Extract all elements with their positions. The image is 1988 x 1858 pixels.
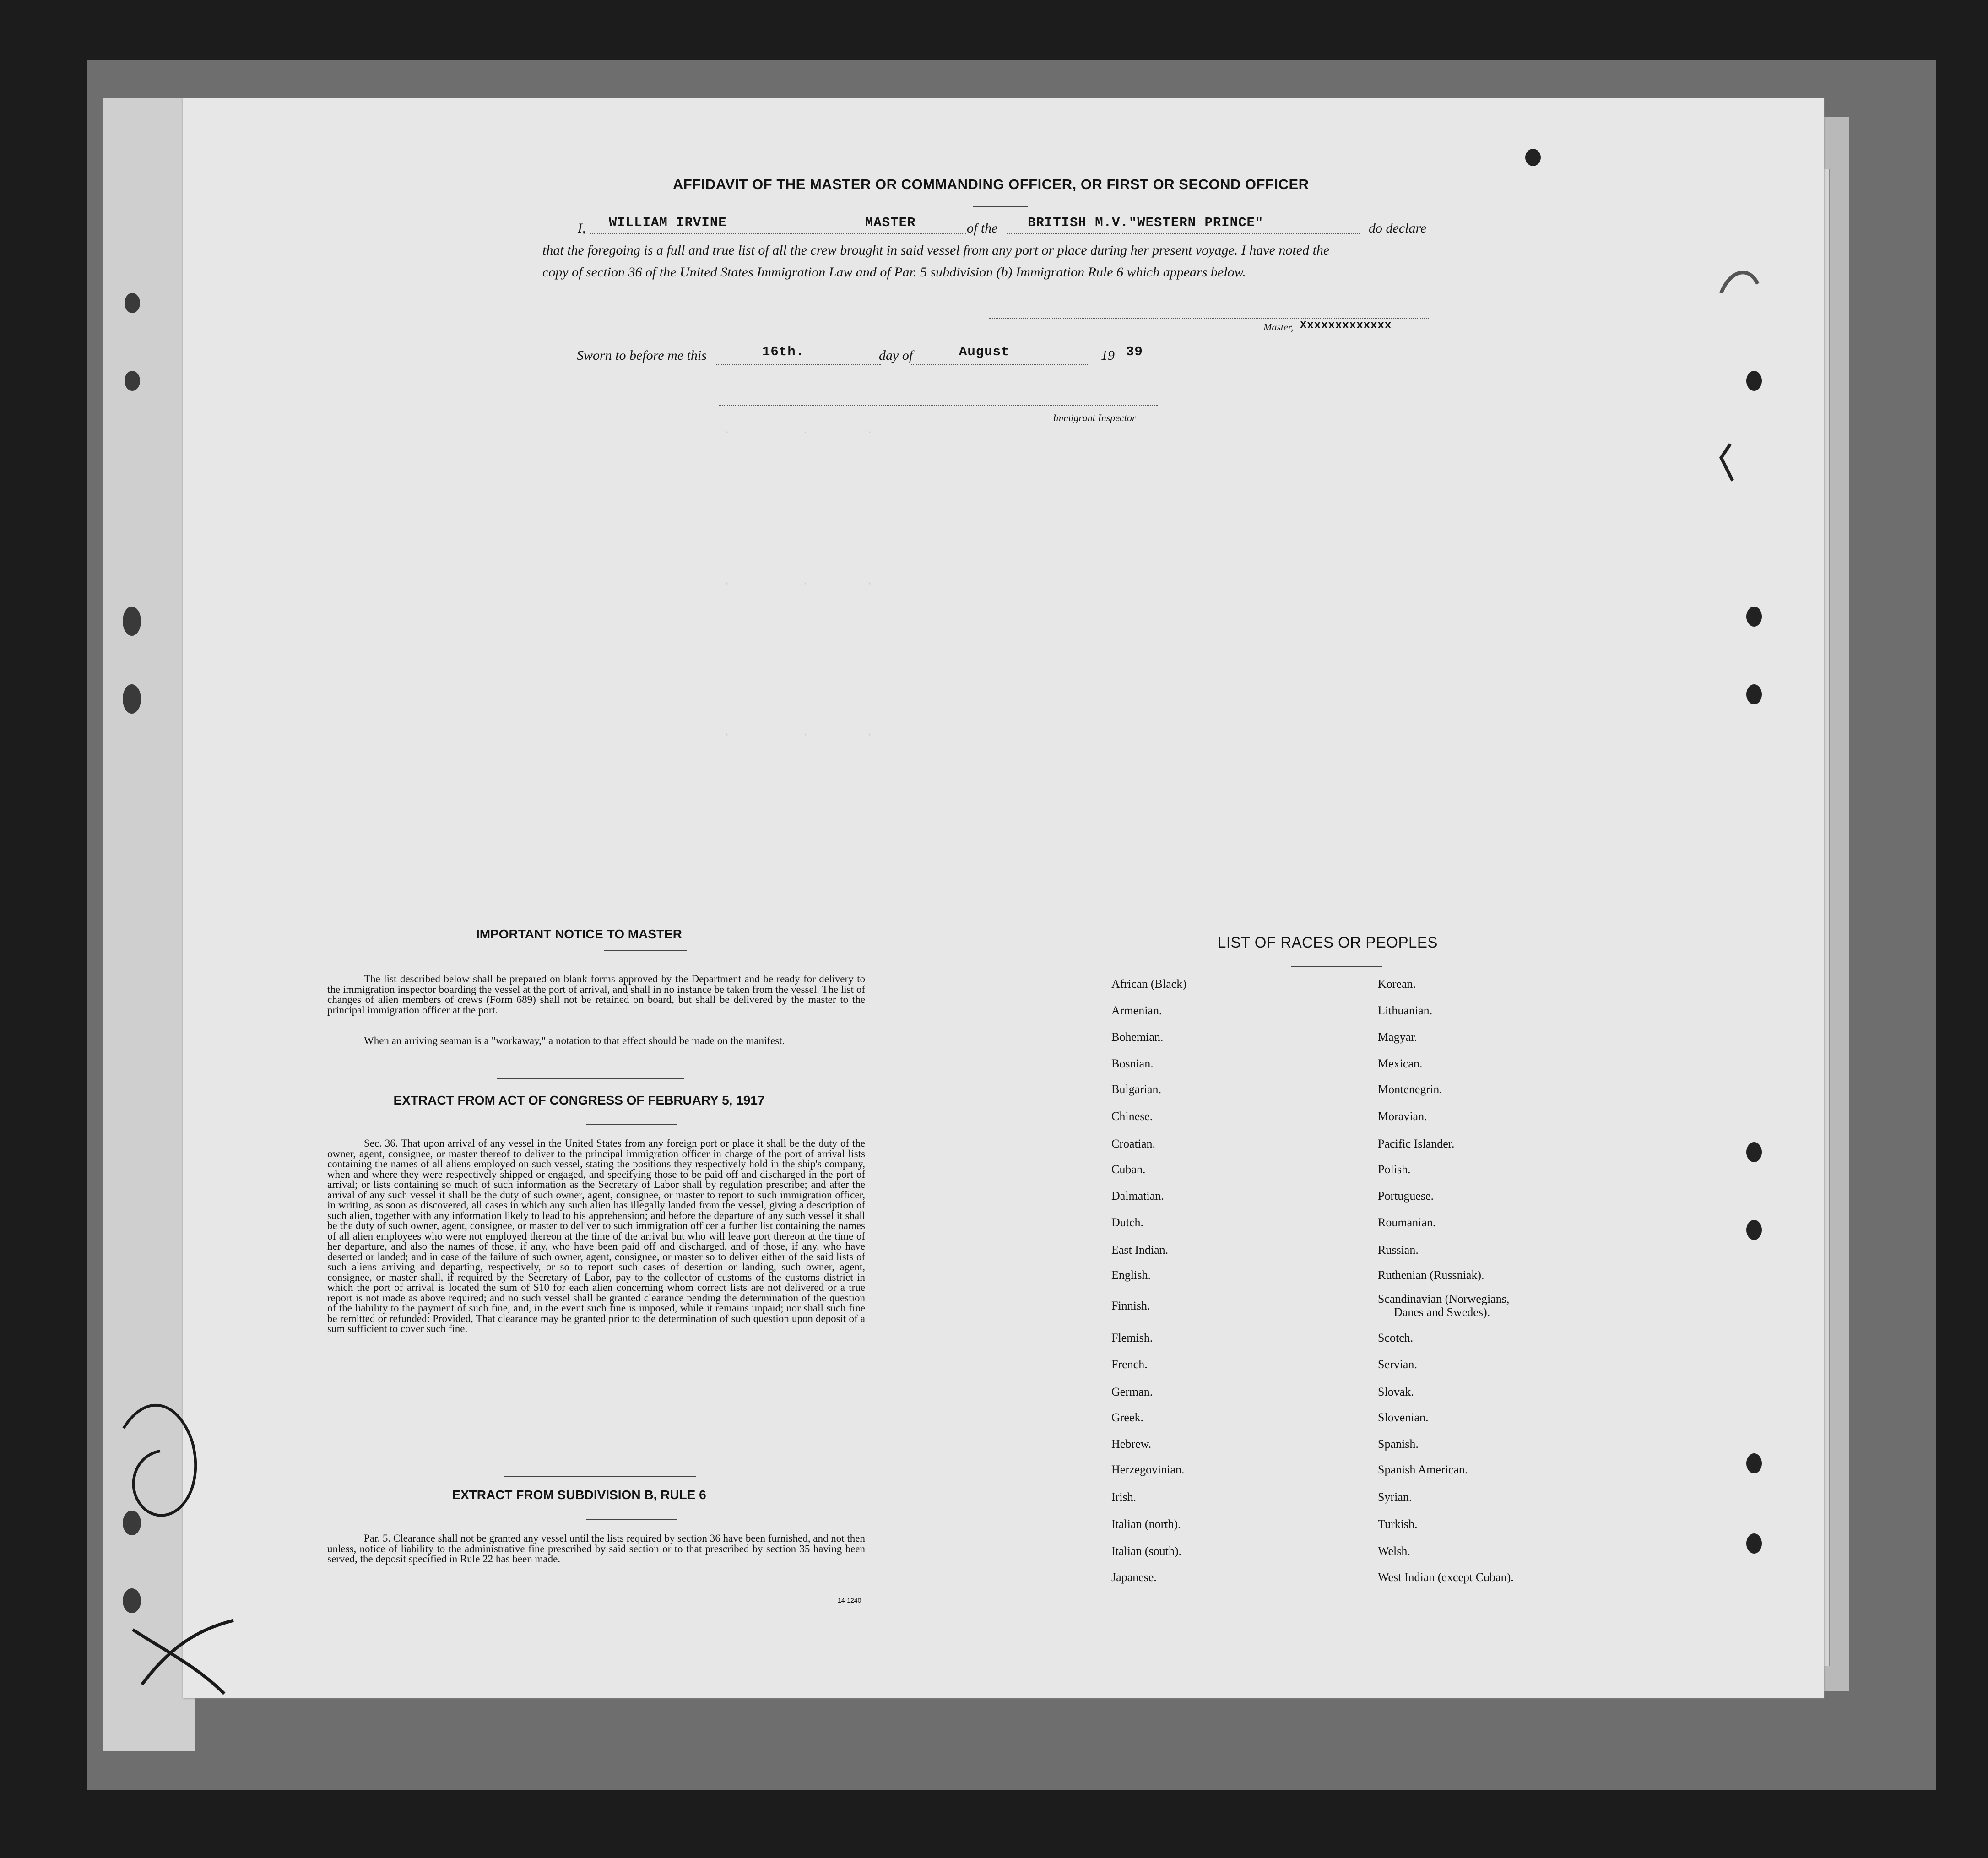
punch-hole — [1746, 1533, 1762, 1554]
master-signature-line — [989, 318, 1430, 319]
do-declare-label: do declare — [1369, 221, 1427, 236]
race-item: Slovenian. — [1378, 1411, 1429, 1424]
sworn-day: 16th. — [762, 344, 805, 359]
of-the-label: of the — [967, 221, 998, 236]
punch-hole — [1746, 1220, 1762, 1240]
race-item: Croatian. — [1111, 1137, 1156, 1150]
notice-paragraph-1: The list described below shall be prepared on blank forms approved by the Department and be ready for delivery to the immigration inspector boarding the vessel at the port of arrival, and shall in no instance be taken from the vessel. The list of changes of alien members of crews (Form 689) shall not be retained on board, but shall be delivered by the master to the principal immigration officer at the port. — [327, 973, 865, 1016]
race-item: Bohemian. — [1111, 1030, 1164, 1044]
pen-mark — [1712, 256, 1767, 311]
binder-hole — [125, 371, 140, 391]
master-signature-overstrike: Xxxxxxxxxxxxx — [1300, 320, 1392, 332]
sworn-month: August — [959, 344, 1010, 359]
ghost-mark: · · · — [723, 728, 873, 742]
vessel-underline — [1007, 233, 1360, 234]
master-signature-label: Master, — [1263, 321, 1294, 333]
race-item: Roumanian. — [1378, 1216, 1436, 1229]
section-divider — [504, 1476, 696, 1477]
race-item: Finnish. — [1111, 1299, 1150, 1312]
race-item: French. — [1111, 1358, 1148, 1371]
race-item: Magyar. — [1378, 1030, 1417, 1044]
name-underline — [590, 233, 966, 234]
race-item: Chinese. — [1111, 1110, 1153, 1123]
race-item: Scandinavian (Norwegians, — [1378, 1292, 1510, 1305]
notice-heading-rule — [604, 950, 687, 951]
rule-extract-heading: EXTRACT FROM SUBDIVISION B, RULE 6 — [452, 1488, 706, 1502]
race-item: Polish. — [1378, 1163, 1411, 1176]
race-item: Herzegovinian. — [1111, 1463, 1185, 1476]
heading-rule — [973, 206, 1028, 207]
race-item: Servian. — [1378, 1358, 1417, 1371]
race-item: Italian (south). — [1111, 1544, 1182, 1558]
master-rank: MASTER — [865, 215, 916, 230]
race-item: Slovak. — [1378, 1385, 1414, 1398]
punch-hole — [1746, 1453, 1762, 1473]
race-item: Armenian. — [1111, 1004, 1162, 1017]
race-item: Dalmatian. — [1111, 1189, 1164, 1203]
sworn-month-underline — [911, 364, 1089, 365]
race-item: English. — [1111, 1268, 1151, 1282]
race-item: Mexican. — [1378, 1057, 1423, 1070]
race-item: Spanish. — [1378, 1437, 1419, 1451]
punch-hole — [1746, 607, 1762, 627]
rule-heading-rule — [586, 1519, 677, 1520]
declaration-line-2: that the foregoing is a full and true list of all the crew brought in said vessel from any port or place during her present voyage. I have noted the — [542, 243, 1330, 258]
race-item: Greek. — [1111, 1411, 1144, 1424]
declaration-line-3: copy of section 36 of the United States Immigration Law and of Par. 5 subdivision (b) Immigration Rule 6 which appears below. — [542, 265, 1246, 280]
notice-heading: IMPORTANT NOTICE TO MASTER — [476, 927, 683, 941]
race-item: Spanish American. — [1378, 1463, 1468, 1476]
ghost-mark: · · · — [723, 577, 873, 590]
race-item: Korean. — [1378, 977, 1416, 991]
race-item: Syrian. — [1378, 1490, 1412, 1504]
section-divider — [497, 1078, 684, 1079]
race-item: Lithuanian. — [1378, 1004, 1433, 1017]
race-item: Russian. — [1378, 1243, 1419, 1257]
race-item: Dutch. — [1111, 1216, 1144, 1229]
year-suffix: 39 — [1126, 344, 1143, 359]
inspector-signature-line — [719, 405, 1158, 406]
act-extract-heading: EXTRACT FROM ACT OF CONGRESS OF FEBRUARY 5, 1917 — [393, 1093, 765, 1107]
race-item: Hebrew. — [1111, 1437, 1152, 1451]
race-item: Scotch. — [1378, 1331, 1414, 1344]
pen-mark — [1712, 439, 1739, 490]
punch-hole — [1746, 684, 1762, 704]
race-item: Pacific Islander. — [1378, 1137, 1455, 1150]
punch-hole — [1746, 371, 1762, 391]
race-item: Japanese. — [1111, 1571, 1157, 1584]
race-item: Turkish. — [1378, 1517, 1418, 1531]
races-heading: LIST OF RACES OR PEOPLES — [1218, 934, 1438, 951]
race-item: East Indian. — [1111, 1243, 1169, 1257]
race-item: Montenegrin. — [1378, 1083, 1442, 1096]
race-item: German. — [1111, 1385, 1153, 1398]
sworn-day-underline — [716, 364, 881, 365]
form-number: 14-1240 — [838, 1597, 861, 1604]
punch-hole — [1746, 1142, 1762, 1162]
notice-paragraph-2: When an arriving seaman is a "workaway," a notation to that effect should be made on the manifest. — [364, 1035, 785, 1046]
act-extract-text: Sec. 36. That upon arrival of any vessel in the United States from any foreign port or place it shall be the duty of the owner, agent, consignee, or master thereof to deliver to the principal immigration officer in charge of the port of arrival lists containing the names of all aliens employed on such vessel, stating the positions they respectively hold in the ship's company, when and where they were respectively shipped or engaged, and specifying those to be paid off and discharged in the port of arrival; or lists containing so much of such information as the Secretary of Labor shall by regulation prescribe; and after the arrival of any such vessel it shall be the duty of such owner, agent, consignee, or master to report to such immigration officer, in writing, as soon as discovered, all cases in which any such alien has illegally landed from the vessel, giving a description of such alien, together with any information likely to lead to his apprehension; and before the departure of any such vessel it shall be the duty of such owner, agent, consignee, or master to deliver to such immigration officer a further list containing the names of all alien employees who were not employed thereon at the time of the arrival but who will leave port thereon at the time of her departure, and also the names of those, if any, who have been paid off and discharged, and of those, if any, who have deserted or landed; and in case of the failure of such owner, agent, consignee, or master so to deliver either of the said lists of such aliens arriving and departing, respectively, or so to report such cases of desertion or landing, such owner, agent, consignee, or master shall, if required by the Secretary of Labor, pay to the collector of customs of the customs district in which the port of arrival is located the sum of $10 for each alien concerning whom correct lists are not delivered or a true report is not made as above required; and no such vessel shall be granted clearance pending the determination of the question of the liability to the payment of such fine, and, in the event such fine is imposed, while it remains unpaid; nor shall such fine be remitted or refunded: Provided, That clearance may be granted prior to the determination of such question upon deposit of a sum sufficient to cover such fine. — [327, 1138, 865, 1334]
inspector-label: Immigrant Inspector — [1053, 412, 1136, 423]
document-page — [183, 98, 1824, 1698]
race-item: Portuguese. — [1378, 1189, 1434, 1203]
affidavit-prefix: I, — [578, 221, 586, 236]
sworn-label: Sworn to before me this — [577, 348, 707, 363]
race-item: Irish. — [1111, 1490, 1137, 1504]
day-of-label: day of — [879, 348, 913, 363]
binder-hole — [123, 607, 141, 636]
race-item: African (Black) — [1111, 977, 1186, 991]
race-item: Flemish. — [1111, 1331, 1153, 1344]
punch-hole — [1525, 149, 1541, 166]
affidavit-heading: AFFIDAVIT OF THE MASTER OR COMMANDING OFFICER, OR FIRST OR SECOND OFFICER — [673, 176, 1309, 192]
binder-hole — [123, 684, 141, 714]
race-item: Ruthenian (Russniak). — [1378, 1268, 1484, 1282]
pen-scribble — [105, 1373, 243, 1703]
act-heading-rule — [586, 1124, 677, 1125]
race-item: Welsh. — [1378, 1544, 1410, 1558]
master-name: WILLIAM IRVINE — [609, 215, 727, 230]
vessel-name: BRITISH M.V."WESTERN PRINCE" — [1028, 215, 1264, 230]
race-item: Bosnian. — [1111, 1057, 1154, 1070]
race-item: Moravian. — [1378, 1110, 1427, 1123]
race-item: Bulgarian. — [1111, 1083, 1162, 1096]
rule-extract-text: Par. 5. Clearance shall not be granted any vessel until the lists required by section 36 have been furnished, and not then unless, notice of liability to the administrative fine prescribed by said section or to that prescribed by section 35 having been served, the deposit specified in Rule 22 has been made. — [327, 1533, 865, 1565]
race-item: West Indian (except Cuban). — [1378, 1571, 1514, 1584]
race-item-continued: Danes and Swedes). — [1394, 1305, 1490, 1319]
binder-hole — [125, 293, 140, 313]
year-prefix: 19 — [1101, 348, 1115, 363]
race-item: Italian (north). — [1111, 1517, 1181, 1531]
races-heading-rule — [1291, 966, 1382, 967]
race-item: Cuban. — [1111, 1163, 1146, 1176]
ghost-mark: · · · — [723, 426, 873, 439]
